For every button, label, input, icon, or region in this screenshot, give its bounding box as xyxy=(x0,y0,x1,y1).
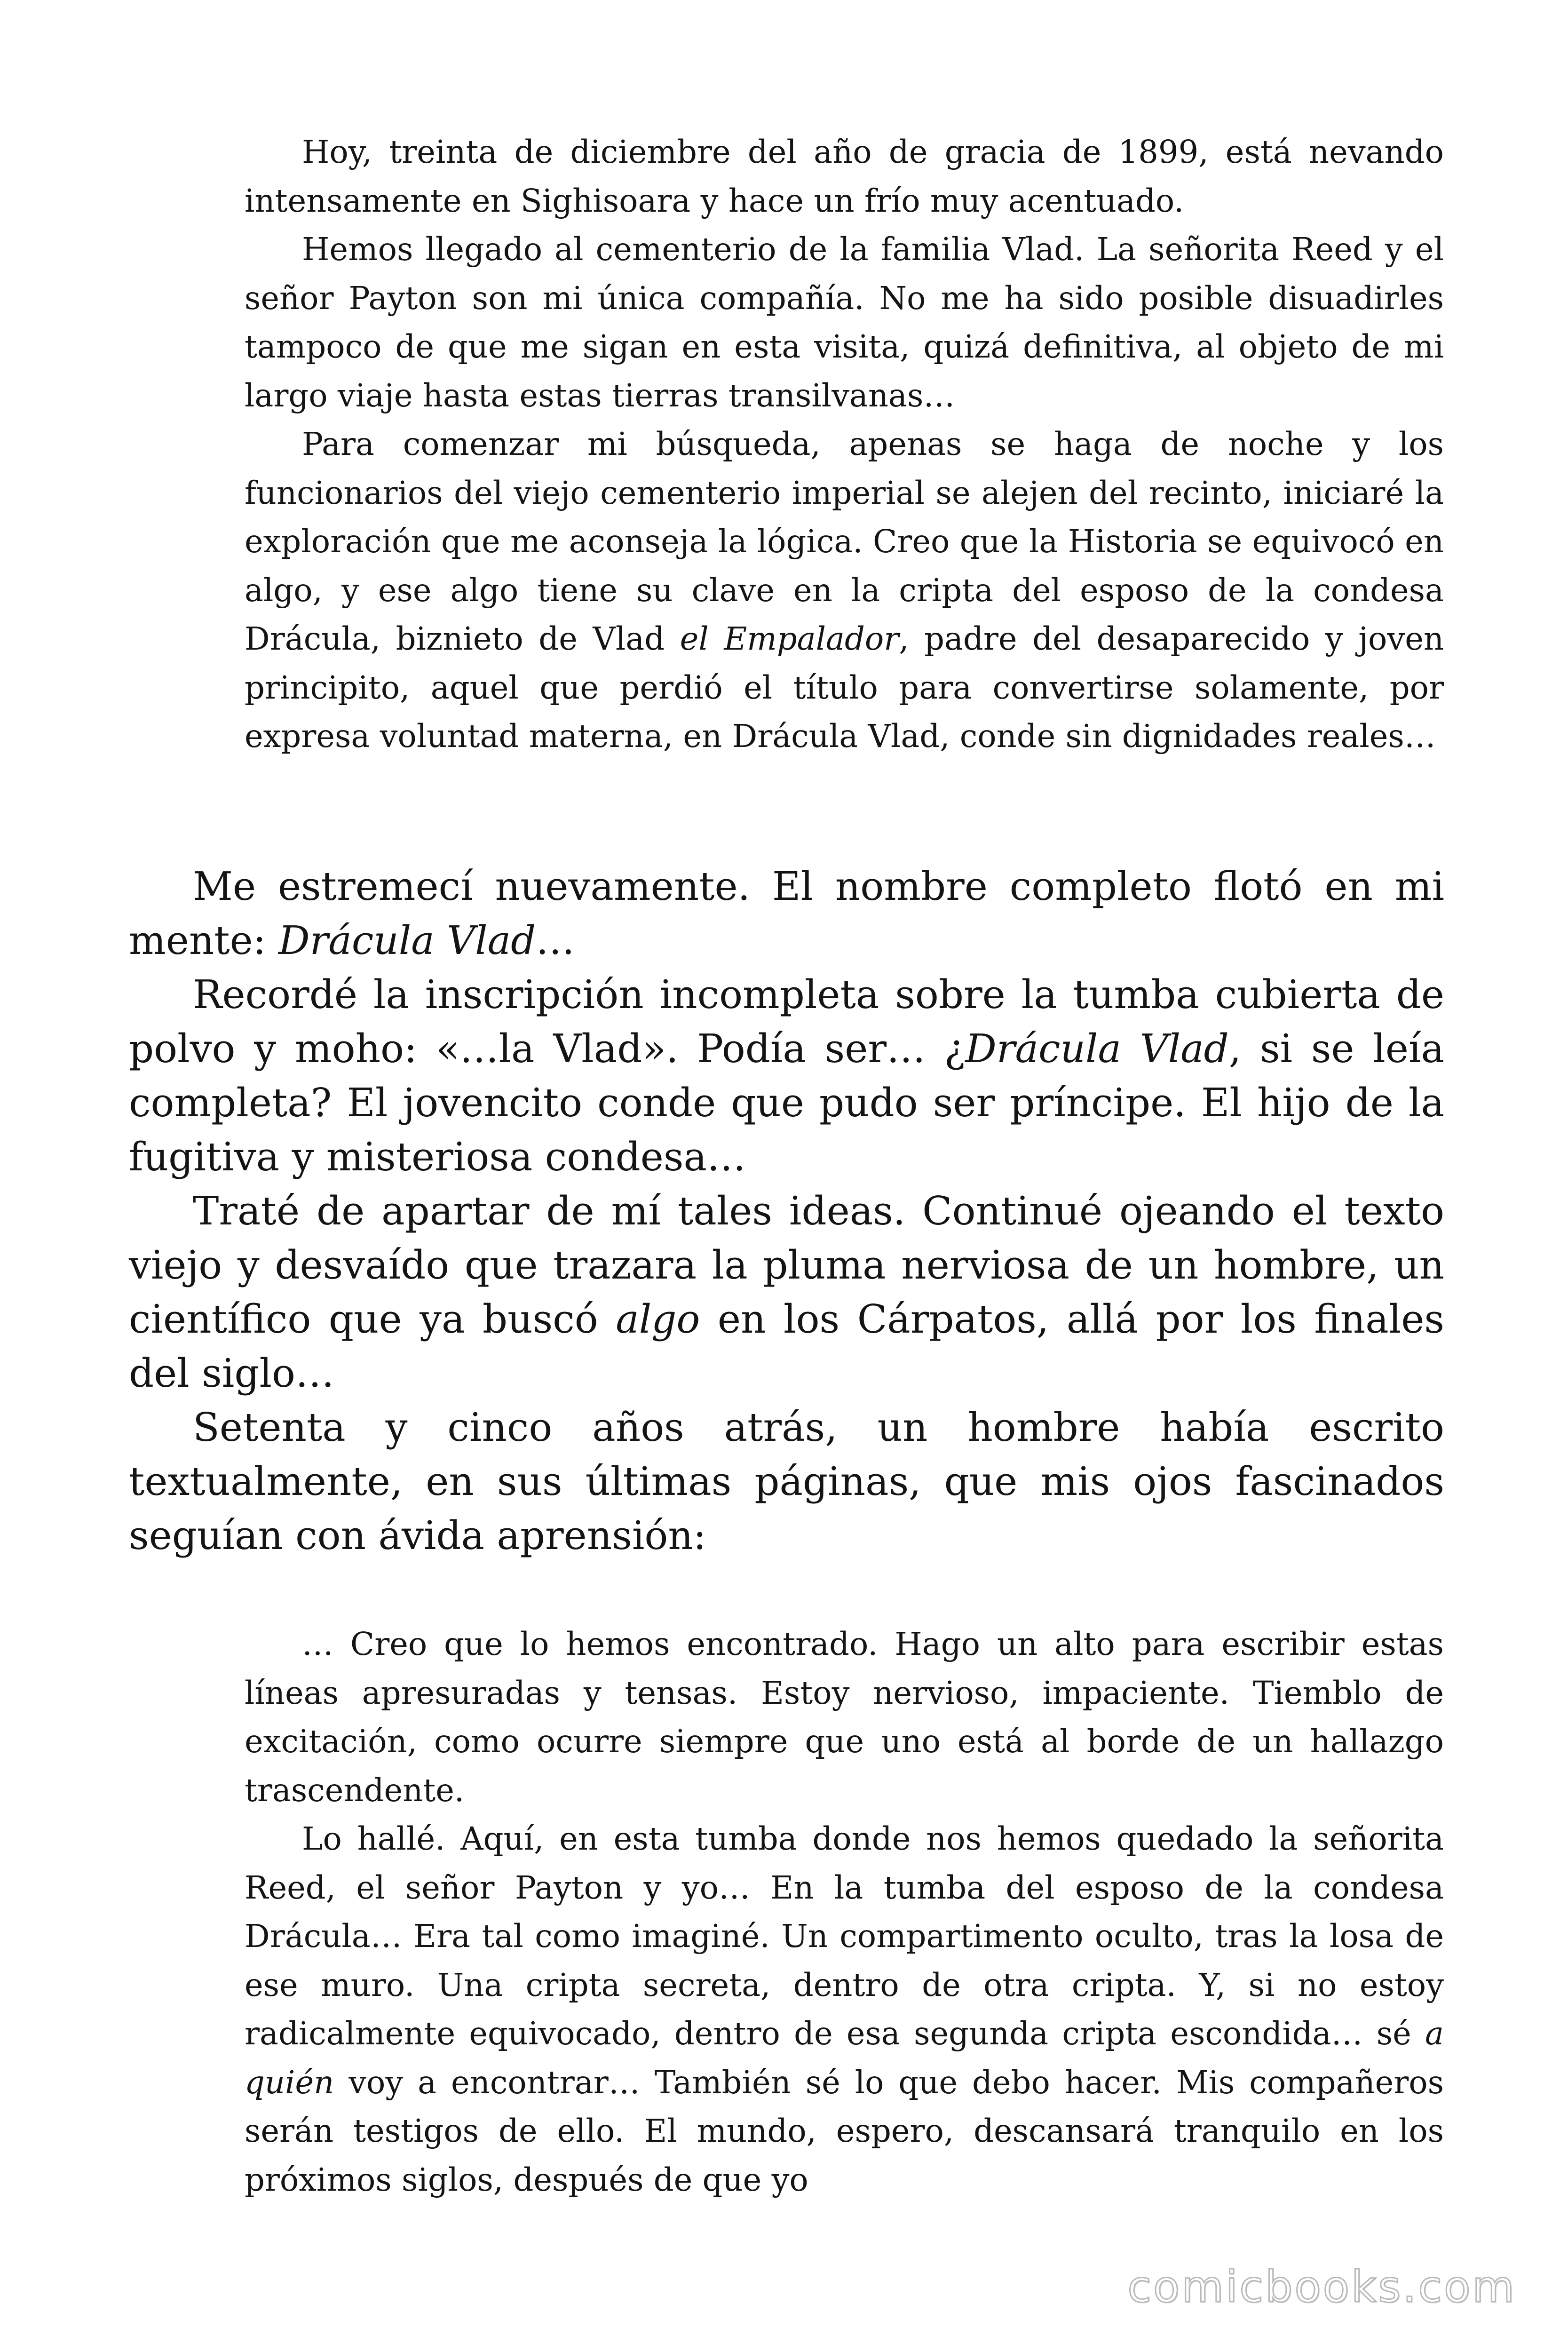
paragraph xyxy=(245,1815,1444,2204)
narrative-text xyxy=(129,859,1444,1563)
italic-text-run: Drácula Vlad xyxy=(965,1026,1229,1072)
text-run: Setenta y cinco años atrás, un hombre había escrito textualmente, en sus últimas páginas, que mis ojos fascinados seguían con ávida aprensión: xyxy=(129,1405,1444,1558)
paragraph xyxy=(129,859,1444,968)
text-run: Traté de apartar de mí tales ideas. Continué ojeando el texto viejo y desvaído que trazara la pluma nerviosa de un hombre, un científico que ya buscó xyxy=(129,1188,1444,1342)
paragraph xyxy=(245,128,1444,225)
italic-text-run: Drácula Vlad xyxy=(278,918,536,963)
text-run: Para comenzar mi búsqueda, apenas se haga de noche y los funcionarios del viejo cementerio imperial se alejen del recinto, iniciaré la exploración que me aconseja la lógica. Creo que la Historia se equivocó en algo, y ese algo tiene su clave en la cripta del esposo de la condesa Drácula, biznieto de Vlad xyxy=(245,426,1444,657)
text-run: , si se leía completa? El jovencito conde que pudo ser príncipe. El hijo de la fugitiva y misteriosa condesa… xyxy=(129,1026,1444,1180)
diary-excerpt-top xyxy=(245,128,1444,761)
italic-text-run: el Empalador xyxy=(680,620,899,657)
paragraph xyxy=(129,968,1444,1184)
text-run: Me estremecí nuevamente. El nombre completo flotó en mi mente: xyxy=(129,864,1444,963)
paragraph xyxy=(245,225,1444,420)
text-run: Lo hallé. Aquí, en esta tumba donde nos hemos quedado la señorita Reed, el señor Payton y yo… En la tumba del esposo de la condesa Drácula… Era tal como imaginé. Un compartimento oculto, tras la losa de ese muro. Una cripta secreta, dentro de otra cripta. Y, si no estoy radicalmente equivocado, dentro de esa segunda cripta escondida… sé xyxy=(245,1820,1444,2052)
text-run: … Creo que lo hemos encontrado. Hago un alto para escribir estas líneas apresuradas y tensas. Estoy nervioso, impaciente. Tiemblo de excitación, como ocurre siempre que uno está al borde de un hallazgo trascendente. xyxy=(245,1626,1444,1809)
paragraph xyxy=(245,420,1444,761)
text-run: … xyxy=(536,918,575,963)
watermark: comicbooks.com xyxy=(1127,2262,1516,2312)
italic-text-run: a quién xyxy=(245,2015,1444,2101)
diary-excerpt-bottom xyxy=(245,1620,1444,2204)
text-run: Hoy, treinta de diciembre del año de gracia de 1899, está nevando intensamente en Sighisoara y hace un frío muy acentuado. xyxy=(245,134,1444,219)
paragraph xyxy=(129,1184,1444,1400)
paragraph xyxy=(129,1400,1444,1563)
text-run: en los Cárpatos, allá por los finales del siglo… xyxy=(129,1296,1444,1396)
text-run: , padre del desaparecido y joven principito, aquel que perdió el título para convertirse solamente, por expresa voluntad materna, en Drácula Vlad, conde sin dignidades reales… xyxy=(245,620,1444,755)
text-run: voy a encontrar… También sé lo que debo hacer. Mis compañeros serán testigos de ello. El mundo, espero, descansará tranquilo en los próximos siglos, después de que yo xyxy=(245,2064,1444,2198)
text-run: Recordé la inscripción incompleta sobre la tumba cubierta de polvo y moho: «…la Vlad». Podía ser… ¿ xyxy=(129,972,1444,1072)
paragraph xyxy=(245,1620,1444,1815)
italic-text-run: algo xyxy=(616,1296,700,1342)
text-run: Hemos llegado al cementerio de la familia Vlad. La señorita Reed y el señor Payton son mi única compañía. No me ha sido posible disuadirles tampoco de que me sigan en esta visita, quizá definitiva, al objeto de mi largo viaje hasta estas tierras transilvanas… xyxy=(245,231,1444,414)
